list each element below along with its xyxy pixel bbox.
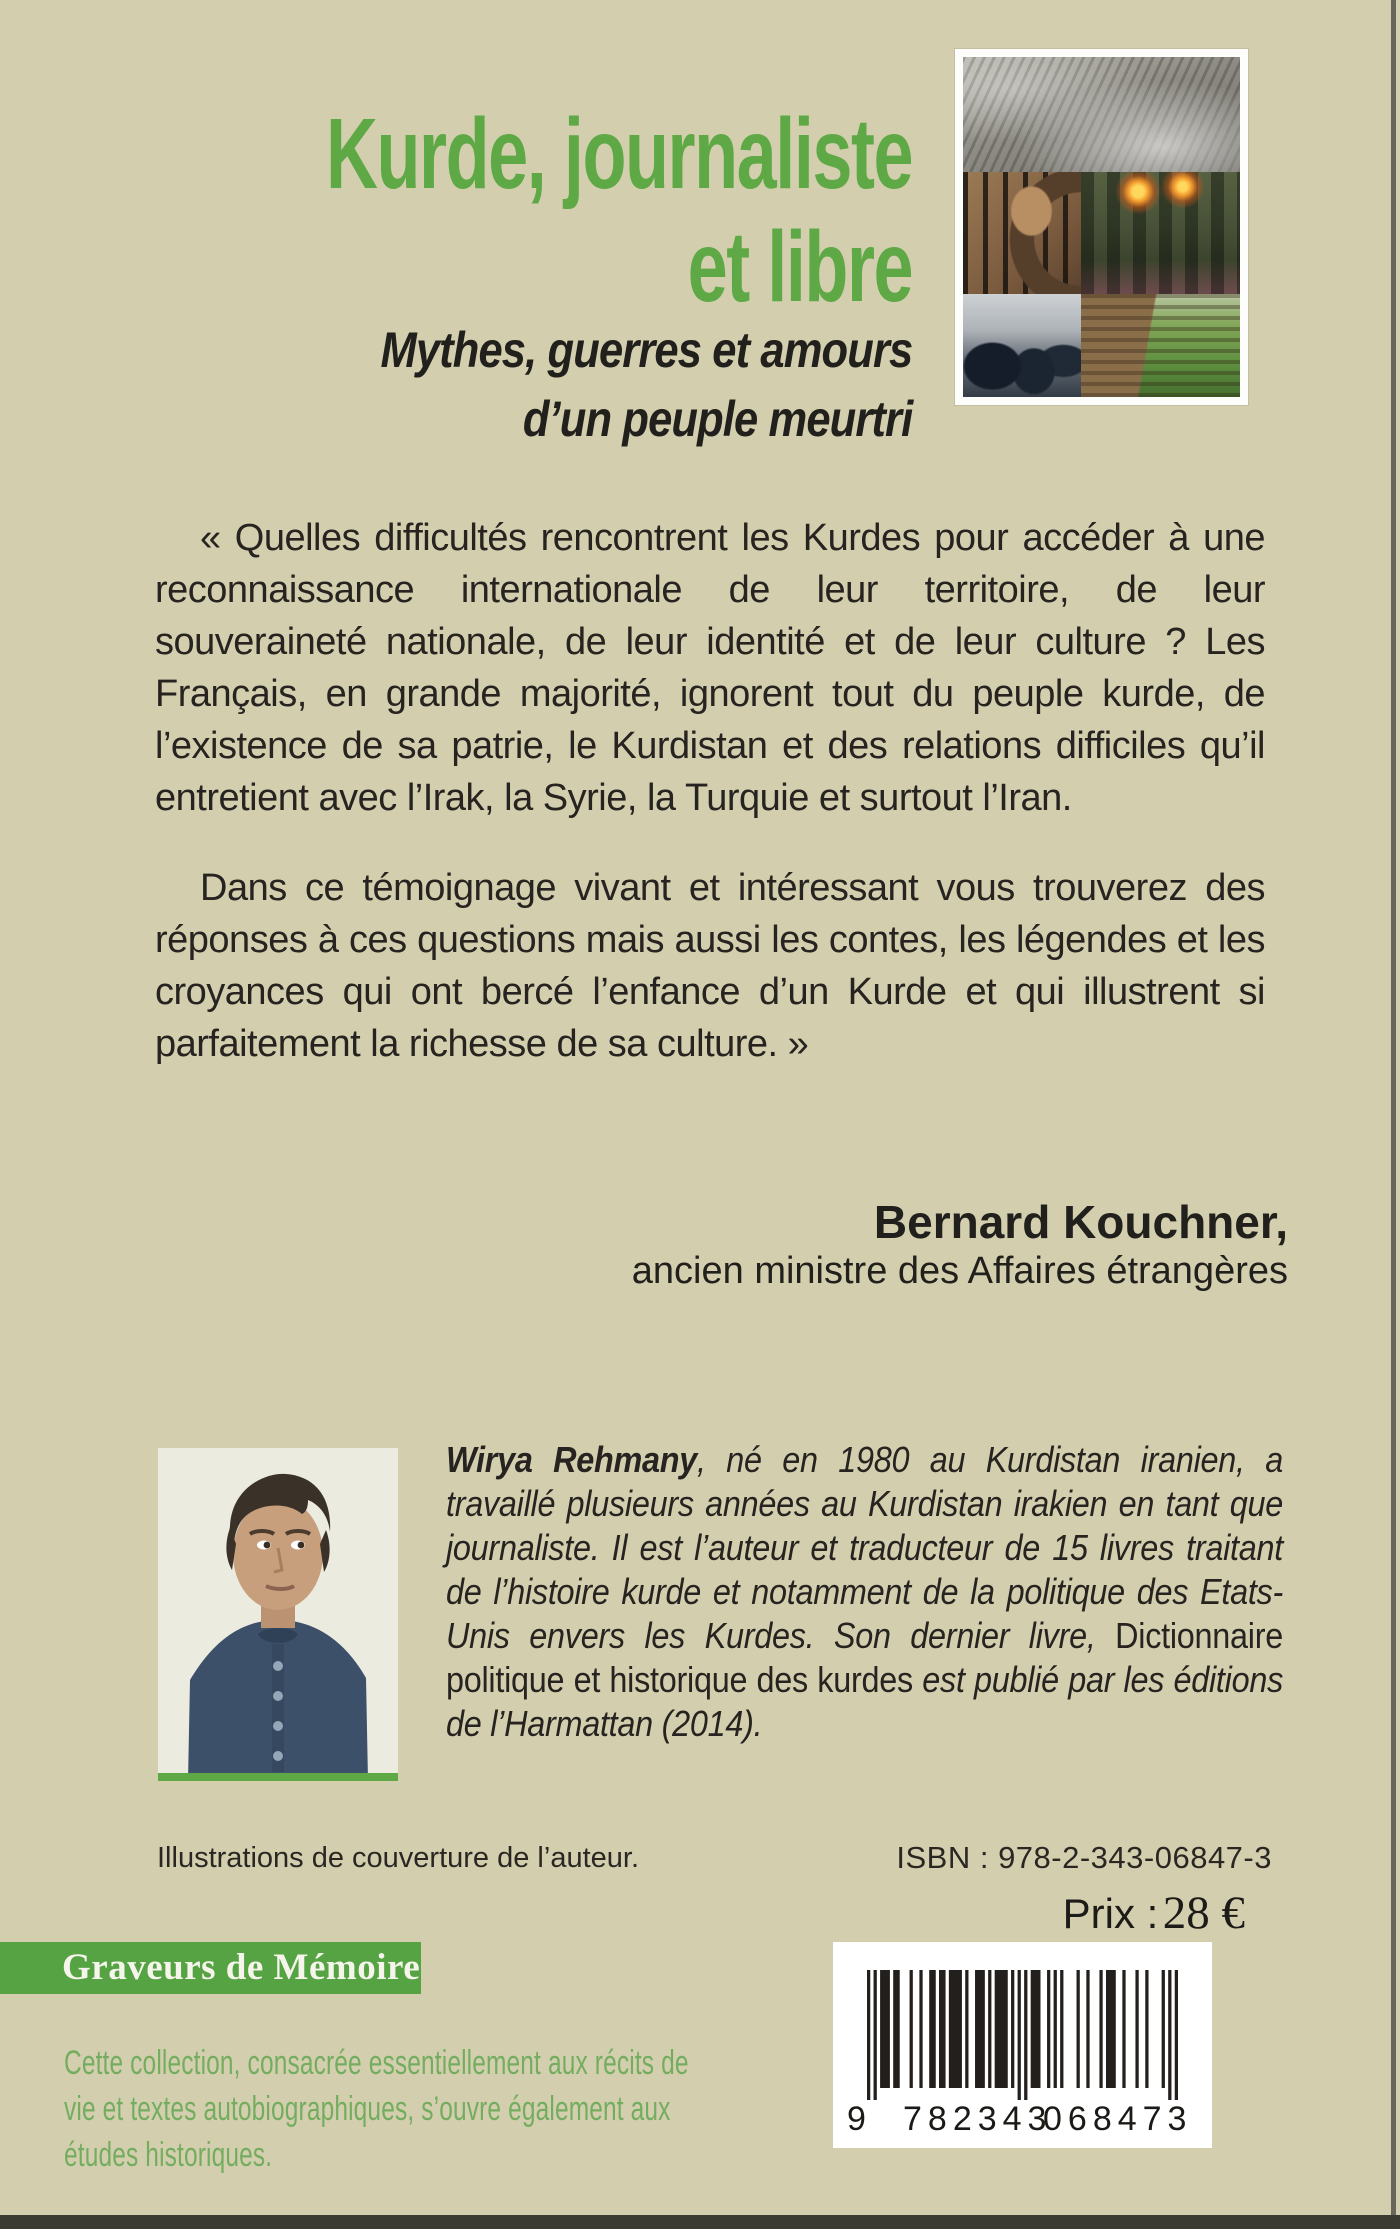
collage-grid xyxy=(963,57,1240,397)
author-portrait-art xyxy=(158,1448,398,1781)
price-text xyxy=(1063,1886,1245,1940)
author-portrait-photo xyxy=(158,1448,398,1781)
barcode-digits-right: 068473 xyxy=(1043,2100,1193,2138)
quote-paragraph-1: « Quelles difficultés rencontrent les Kurdes pour accéder à une reconnaissance internationale de leur territoire, de leur souveraineté nationale, de leur identité et de leur culture ? Les Français, en grande majorité, ignorent tout du peuple kurde, de l’existence de sa patrie, le Kurdistan et des relations difficiles qu’il entretient avec l’Irak, la Syrie, la Turquie et surtout l’Iran. xyxy=(155,517,1265,819)
cover-credits: Illustrations de couverture de l’auteur. xyxy=(157,1842,639,1874)
quote-paragraph-2: Dans ce témoignage vivant et intéressant vous trouverez des réponses à ces questions mais aussi les contes, les légendes et les croyances qui ont bercé l’enfance d’un Kurde et qui illustrent si parfaitement la richesse de sa culture. » xyxy=(155,867,1265,1065)
back-cover-quote xyxy=(155,512,1265,1070)
stone-relief-prison-bars-photo xyxy=(963,172,1081,294)
kurdish-fighters-torches-photo xyxy=(1081,172,1240,294)
barcode-box xyxy=(833,1942,1212,2148)
book-title-line1: Kurde, journaliste xyxy=(325,98,912,210)
barcode-bars xyxy=(867,1970,1178,2100)
book-subtitle xyxy=(380,316,912,454)
price-value: 28 € xyxy=(1162,1887,1245,1939)
attribution-role: ancien ministre des Affaires étrangères xyxy=(631,1250,1288,1292)
attribution-name: Bernard Kouchner, xyxy=(873,1196,1288,1248)
book-subtitle-line2: d’un peuple meurtri xyxy=(522,391,912,447)
collection-banner: Graveurs de Mémoire xyxy=(0,1942,421,1994)
bio-book-title: Dictionnaire politique et historique des kurdes xyxy=(446,1615,1283,1700)
author-bio xyxy=(446,1438,1283,1746)
quote-attribution xyxy=(632,1196,1288,1294)
barcode-digits-mid: 782343 xyxy=(903,2100,1053,2138)
barcode-digit-left: 9 xyxy=(847,2100,872,2138)
book-title xyxy=(326,98,912,324)
collection-description: Cette collection, consacrée essentiellement aux récits de vie et textes autobiographiques, s’ouvre également aux études historiques. xyxy=(64,2044,689,2174)
author-name: Wirya Rehmany xyxy=(446,1439,698,1480)
cover-photo-collage xyxy=(955,49,1248,405)
page-right-edge-shadow xyxy=(1391,0,1396,2229)
book-title-line2: et libre xyxy=(687,211,912,323)
price-label: Prix : xyxy=(1062,1890,1159,1937)
police-arrest-scene-photo xyxy=(963,294,1081,397)
bio-text-before-title: , né en 1980 au Kurdistan iranien, a travaillé plusieurs années au Kurdistan irakien en tant que journaliste. Il est l’auteur et traducteur de 15 livres traitant de l’histoire kurde et notamment de la politique des Etats-Unis envers les Kurdes. Son dernier livre, xyxy=(446,1439,1283,1656)
book-subtitle-line1: Mythes, guerres et amours xyxy=(380,322,912,378)
portrait-green-underline xyxy=(158,1773,398,1781)
isbn-text: ISBN : 978-2-343-06847-3 xyxy=(896,1840,1272,1875)
bio-text-after-title: est publié par les éditions de l’Harmattan (2014). xyxy=(446,1659,1284,1744)
hillside-village-valley-photo xyxy=(1081,294,1240,397)
snowy-mountain-village-photo xyxy=(963,57,1240,172)
page-bottom-edge-shadow xyxy=(0,2215,1400,2229)
